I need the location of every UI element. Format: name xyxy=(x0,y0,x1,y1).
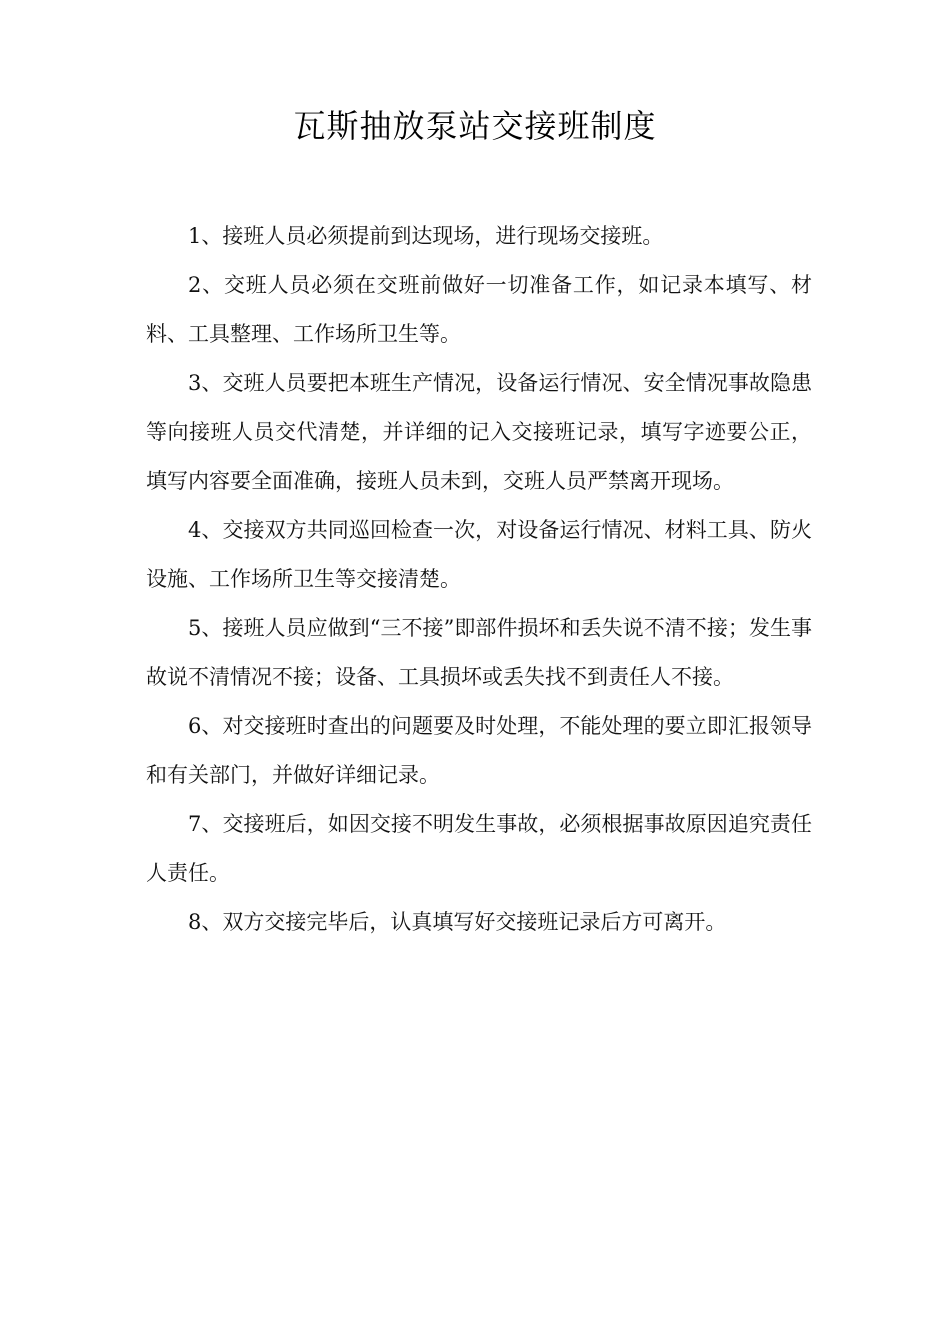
paragraph-3: 3、交班人员要把本班生产情况，设备运行情况、安全情况事故隐患等向接班人员交代清楚，并详细的记入交接班记录，填写字迹要公正，填写内容要全面准确，接班人员未到，交班人员严禁离开现场。 xyxy=(146,371,812,493)
document-body xyxy=(146,212,812,947)
paragraph-8: 8、双方交接完毕后，认真填写好交接班记录后方可离开。 xyxy=(188,910,727,934)
paragraph-5: 5、接班人员应做到“三不接”即部件损坏和丢失说不清不接；发生事故说不清情况不接；设备、工具损坏或丢失找不到责任人不接。 xyxy=(146,616,812,689)
paragraph-6: 6、对交接班时查出的问题要及时处理，不能处理的要立即汇报领导和有关部门，并做好详细记录。 xyxy=(146,714,812,787)
paragraph-4: 4、交接双方共同巡回检查一次，对设备运行情况、材料工具、防火设施、工作场所卫生等交接清楚。 xyxy=(146,518,812,591)
paragraph-7: 7、交接班后，如因交接不明发生事故，必须根据事故原因追究责任人责任。 xyxy=(146,812,812,885)
document-title: 瓦斯抽放泵站交接班制度 xyxy=(293,107,657,145)
paragraph-1: 1、接班人员必须提前到达现场，进行现场交接班。 xyxy=(188,224,664,248)
paragraph-2: 2、交班人员必须在交班前做好一切准备工作，如记录本填写、材料、工具整理、工作场所卫生等。 xyxy=(146,273,812,346)
